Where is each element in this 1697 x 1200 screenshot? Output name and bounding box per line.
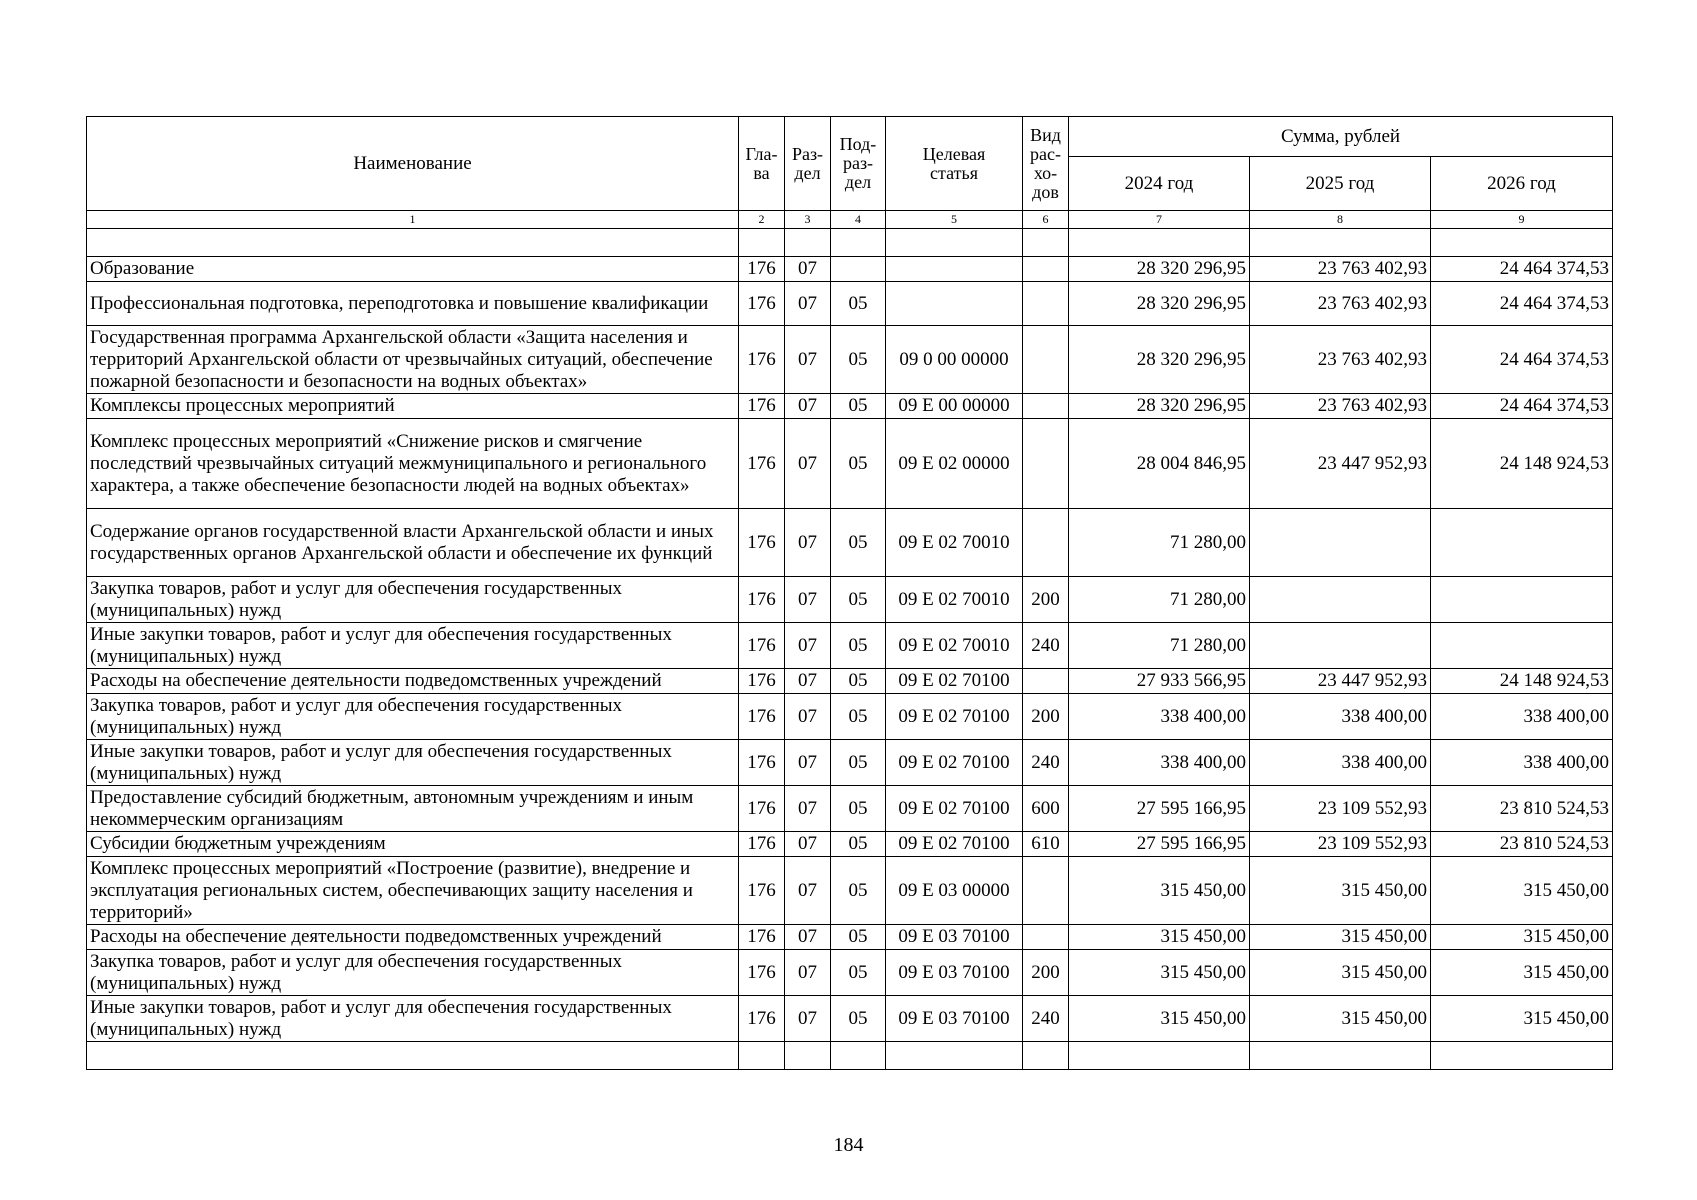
row-vid: 200 — [1023, 577, 1069, 623]
row-amount-2025: 23 763 402,93 — [1250, 326, 1431, 394]
row-amount-2024: 315 450,00 — [1069, 950, 1250, 996]
blank-row — [87, 1042, 1613, 1070]
table-row — [87, 740, 1613, 786]
row-amount-2024: 28 320 296,95 — [1069, 394, 1250, 419]
header-vid: Вид рас- хо- дов — [1023, 117, 1069, 211]
row-razdel: 07 — [785, 326, 831, 394]
row-amount-2024: 315 450,00 — [1069, 925, 1250, 950]
blank-row — [87, 229, 1613, 257]
column-number: 3 — [785, 211, 831, 229]
table-row — [87, 326, 1613, 394]
row-amount-2024: 27 933 566,95 — [1069, 669, 1250, 694]
budget-table — [86, 116, 1613, 1070]
header-year-2024: 2024 год — [1069, 157, 1250, 211]
column-number: 4 — [831, 211, 886, 229]
row-name: Предоставление субсидий бюджетным, автономным учреждениям и иным некоммерческим организациям — [87, 786, 739, 832]
row-amount-2024: 27 595 166,95 — [1069, 786, 1250, 832]
row-amount-2025: 23 447 952,93 — [1250, 669, 1431, 694]
row-name: Закупка товаров, работ и услуг для обеспечения государственных (муниципальных) нужд — [87, 577, 739, 623]
row-razdel: 07 — [785, 623, 831, 669]
row-name: Образование — [87, 257, 739, 282]
row-amount-2024: 28 004 846,95 — [1069, 419, 1250, 509]
row-podrazdel: 05 — [831, 509, 886, 577]
row-target: 09 Е 03 70100 — [886, 950, 1023, 996]
row-podrazdel: 05 — [831, 669, 886, 694]
table-row — [87, 832, 1613, 857]
row-target: 09 Е 03 00000 — [886, 857, 1023, 925]
column-number: 8 — [1250, 211, 1431, 229]
row-vid: 600 — [1023, 786, 1069, 832]
row-vid: 240 — [1023, 996, 1069, 1042]
column-number: 6 — [1023, 211, 1069, 229]
row-amount-2025: 315 450,00 — [1250, 925, 1431, 950]
row-razdel: 07 — [785, 925, 831, 950]
row-vid — [1023, 419, 1069, 509]
row-podrazdel: 05 — [831, 950, 886, 996]
column-number: 2 — [739, 211, 785, 229]
row-name: Иные закупки товаров, работ и услуг для обеспечения государственных (муниципальных) нужд — [87, 740, 739, 786]
row-name: Расходы на обеспечение деятельности подведомственных учреждений — [87, 925, 739, 950]
row-glava: 176 — [739, 996, 785, 1042]
row-target: 09 Е 02 00000 — [886, 419, 1023, 509]
row-amount-2026: 315 450,00 — [1431, 996, 1613, 1042]
row-name: Иные закупки товаров, работ и услуг для обеспечения государственных (муниципальных) нужд — [87, 996, 739, 1042]
header-razdel: Раз- дел — [785, 117, 831, 211]
row-amount-2025: 338 400,00 — [1250, 740, 1431, 786]
row-name: Расходы на обеспечение деятельности подведомственных учреждений — [87, 669, 739, 694]
row-glava: 176 — [739, 394, 785, 419]
row-name: Комплекс процессных мероприятий «Построение (развитие), внедрение и эксплуатация региональных систем, обеспечивающих защиту населения и территорий» — [87, 857, 739, 925]
row-glava: 176 — [739, 950, 785, 996]
row-amount-2026: 24 464 374,53 — [1431, 326, 1613, 394]
row-name: Субсидии бюджетным учреждениям — [87, 832, 739, 857]
row-razdel: 07 — [785, 950, 831, 996]
row-razdel: 07 — [785, 669, 831, 694]
row-amount-2025: 338 400,00 — [1250, 694, 1431, 740]
row-glava: 176 — [739, 326, 785, 394]
header-sum: Сумма, рублей — [1069, 117, 1613, 157]
row-target: 09 Е 02 70010 — [886, 577, 1023, 623]
header-year-2026: 2026 год — [1431, 157, 1613, 211]
row-glava: 176 — [739, 282, 785, 326]
row-amount-2026: 338 400,00 — [1431, 740, 1613, 786]
table-row — [87, 394, 1613, 419]
row-podrazdel: 05 — [831, 394, 886, 419]
row-razdel: 07 — [785, 740, 831, 786]
header-target: Целевая статья — [886, 117, 1023, 211]
header-name: Наименование — [87, 117, 739, 211]
row-razdel: 07 — [785, 832, 831, 857]
row-amount-2024: 28 320 296,95 — [1069, 282, 1250, 326]
row-amount-2024: 27 595 166,95 — [1069, 832, 1250, 857]
row-vid — [1023, 326, 1069, 394]
row-amount-2025: 315 450,00 — [1250, 996, 1431, 1042]
table-row — [87, 694, 1613, 740]
row-razdel: 07 — [785, 996, 831, 1042]
row-amount-2026 — [1431, 577, 1613, 623]
row-podrazdel — [831, 257, 886, 282]
row-glava: 176 — [739, 257, 785, 282]
row-vid: 200 — [1023, 950, 1069, 996]
row-podrazdel: 05 — [831, 623, 886, 669]
row-amount-2025: 315 450,00 — [1250, 950, 1431, 996]
row-amount-2025: 23 109 552,93 — [1250, 832, 1431, 857]
row-glava: 176 — [739, 857, 785, 925]
row-glava: 176 — [739, 786, 785, 832]
row-podrazdel: 05 — [831, 786, 886, 832]
row-amount-2024: 28 320 296,95 — [1069, 326, 1250, 394]
row-amount-2024: 315 450,00 — [1069, 857, 1250, 925]
row-amount-2025 — [1250, 577, 1431, 623]
row-amount-2026: 24 148 924,53 — [1431, 419, 1613, 509]
row-name: Закупка товаров, работ и услуг для обеспечения государственных (муниципальных) нужд — [87, 950, 739, 996]
column-numbers-row — [87, 211, 1613, 229]
row-glava: 176 — [739, 669, 785, 694]
table-row — [87, 786, 1613, 832]
row-vid — [1023, 394, 1069, 419]
row-amount-2026: 24 464 374,53 — [1431, 282, 1613, 326]
row-name: Государственная программа Архангельской области «Защита населения и территорий Архангельской области от чрезвычайных ситуаций, обеспечение пожарной безопасности и безопасности на водных объектах» — [87, 326, 739, 394]
row-amount-2025: 315 450,00 — [1250, 857, 1431, 925]
row-target: 09 Е 02 70010 — [886, 623, 1023, 669]
row-glava: 176 — [739, 832, 785, 857]
row-amount-2026: 23 810 524,53 — [1431, 832, 1613, 857]
table-row — [87, 623, 1613, 669]
row-target: 09 Е 02 70100 — [886, 786, 1023, 832]
table-row — [87, 257, 1613, 282]
row-name: Комплекс процессных мероприятий «Снижение рисков и смягчение последствий чрезвычайных ситуаций межмуниципального и регионального характера, а также обеспечение безопасности людей на водных объектах» — [87, 419, 739, 509]
table-row — [87, 996, 1613, 1042]
row-glava: 176 — [739, 623, 785, 669]
row-amount-2024: 71 280,00 — [1069, 623, 1250, 669]
table-row — [87, 857, 1613, 925]
row-amount-2025: 23 763 402,93 — [1250, 394, 1431, 419]
row-glava: 176 — [739, 577, 785, 623]
row-razdel: 07 — [785, 394, 831, 419]
row-podrazdel: 05 — [831, 282, 886, 326]
row-name: Комплексы процессных мероприятий — [87, 394, 739, 419]
row-glava: 176 — [739, 419, 785, 509]
column-number: 9 — [1431, 211, 1613, 229]
row-amount-2026: 315 450,00 — [1431, 950, 1613, 996]
row-amount-2025 — [1250, 623, 1431, 669]
row-razdel: 07 — [785, 282, 831, 326]
row-vid — [1023, 509, 1069, 577]
row-amount-2026 — [1431, 509, 1613, 577]
row-razdel: 07 — [785, 509, 831, 577]
row-amount-2025: 23 447 952,93 — [1250, 419, 1431, 509]
row-target: 09 Е 02 70100 — [886, 669, 1023, 694]
table-row — [87, 577, 1613, 623]
row-podrazdel: 05 — [831, 694, 886, 740]
row-vid: 240 — [1023, 623, 1069, 669]
row-target: 09 Е 02 70100 — [886, 740, 1023, 786]
row-amount-2024: 71 280,00 — [1069, 577, 1250, 623]
row-amount-2026: 24 464 374,53 — [1431, 394, 1613, 419]
row-podrazdel: 05 — [831, 832, 886, 857]
row-glava: 176 — [739, 509, 785, 577]
row-amount-2026: 315 450,00 — [1431, 857, 1613, 925]
page-number: 184 — [833, 1134, 864, 1156]
row-glava: 176 — [739, 740, 785, 786]
header-glava: Гла- ва — [739, 117, 785, 211]
row-target: 09 Е 02 70100 — [886, 694, 1023, 740]
row-razdel: 07 — [785, 577, 831, 623]
row-podrazdel: 05 — [831, 419, 886, 509]
row-name: Содержание органов государственной власти Архангельской области и иных государственных органов Архангельской области и обеспечение их функций — [87, 509, 739, 577]
row-vid — [1023, 669, 1069, 694]
row-amount-2024: 71 280,00 — [1069, 509, 1250, 577]
row-razdel: 07 — [785, 857, 831, 925]
row-target: 09 Е 03 70100 — [886, 925, 1023, 950]
row-glava: 176 — [739, 925, 785, 950]
row-amount-2026 — [1431, 623, 1613, 669]
row-name: Профессиональная подготовка, переподготовка и повышение квалификации — [87, 282, 739, 326]
table-row — [87, 669, 1613, 694]
header-year-2025: 2025 год — [1250, 157, 1431, 211]
row-vid: 610 — [1023, 832, 1069, 857]
row-amount-2025: 23 109 552,93 — [1250, 786, 1431, 832]
table-row — [87, 925, 1613, 950]
row-vid — [1023, 857, 1069, 925]
row-target: 09 0 00 00000 — [886, 326, 1023, 394]
table-row — [87, 419, 1613, 509]
row-podrazdel: 05 — [831, 740, 886, 786]
table-row — [87, 282, 1613, 326]
row-podrazdel: 05 — [831, 577, 886, 623]
row-vid: 200 — [1023, 694, 1069, 740]
row-vid — [1023, 925, 1069, 950]
row-vid — [1023, 282, 1069, 326]
row-amount-2026: 23 810 524,53 — [1431, 786, 1613, 832]
row-podrazdel: 05 — [831, 326, 886, 394]
row-amount-2025 — [1250, 509, 1431, 577]
row-amount-2024: 338 400,00 — [1069, 694, 1250, 740]
row-amount-2026: 24 148 924,53 — [1431, 669, 1613, 694]
column-number: 1 — [87, 211, 739, 229]
column-number: 7 — [1069, 211, 1250, 229]
row-amount-2025: 23 763 402,93 — [1250, 257, 1431, 282]
row-amount-2024: 28 320 296,95 — [1069, 257, 1250, 282]
row-amount-2025: 23 763 402,93 — [1250, 282, 1431, 326]
row-glava: 176 — [739, 694, 785, 740]
row-vid — [1023, 257, 1069, 282]
table-row — [87, 509, 1613, 577]
row-razdel: 07 — [785, 419, 831, 509]
row-target — [886, 282, 1023, 326]
row-name: Иные закупки товаров, работ и услуг для обеспечения государственных (муниципальных) нужд — [87, 623, 739, 669]
row-razdel: 07 — [785, 694, 831, 740]
row-name: Закупка товаров, работ и услуг для обеспечения государственных (муниципальных) нужд — [87, 694, 739, 740]
column-number: 5 — [886, 211, 1023, 229]
row-amount-2026: 24 464 374,53 — [1431, 257, 1613, 282]
row-amount-2026: 315 450,00 — [1431, 925, 1613, 950]
row-target: 09 Е 02 70100 — [886, 832, 1023, 857]
header-podrazdel: Под- раз- дел — [831, 117, 886, 211]
row-target: 09 Е 02 70010 — [886, 509, 1023, 577]
row-target — [886, 257, 1023, 282]
row-amount-2026: 338 400,00 — [1431, 694, 1613, 740]
table-row — [87, 950, 1613, 996]
row-podrazdel: 05 — [831, 857, 886, 925]
row-podrazdel: 05 — [831, 996, 886, 1042]
row-podrazdel: 05 — [831, 925, 886, 950]
row-razdel: 07 — [785, 257, 831, 282]
row-vid: 240 — [1023, 740, 1069, 786]
row-target: 09 Е 00 00000 — [886, 394, 1023, 419]
row-razdel: 07 — [785, 786, 831, 832]
row-amount-2024: 338 400,00 — [1069, 740, 1250, 786]
row-amount-2024: 315 450,00 — [1069, 996, 1250, 1042]
row-target: 09 Е 03 70100 — [886, 996, 1023, 1042]
